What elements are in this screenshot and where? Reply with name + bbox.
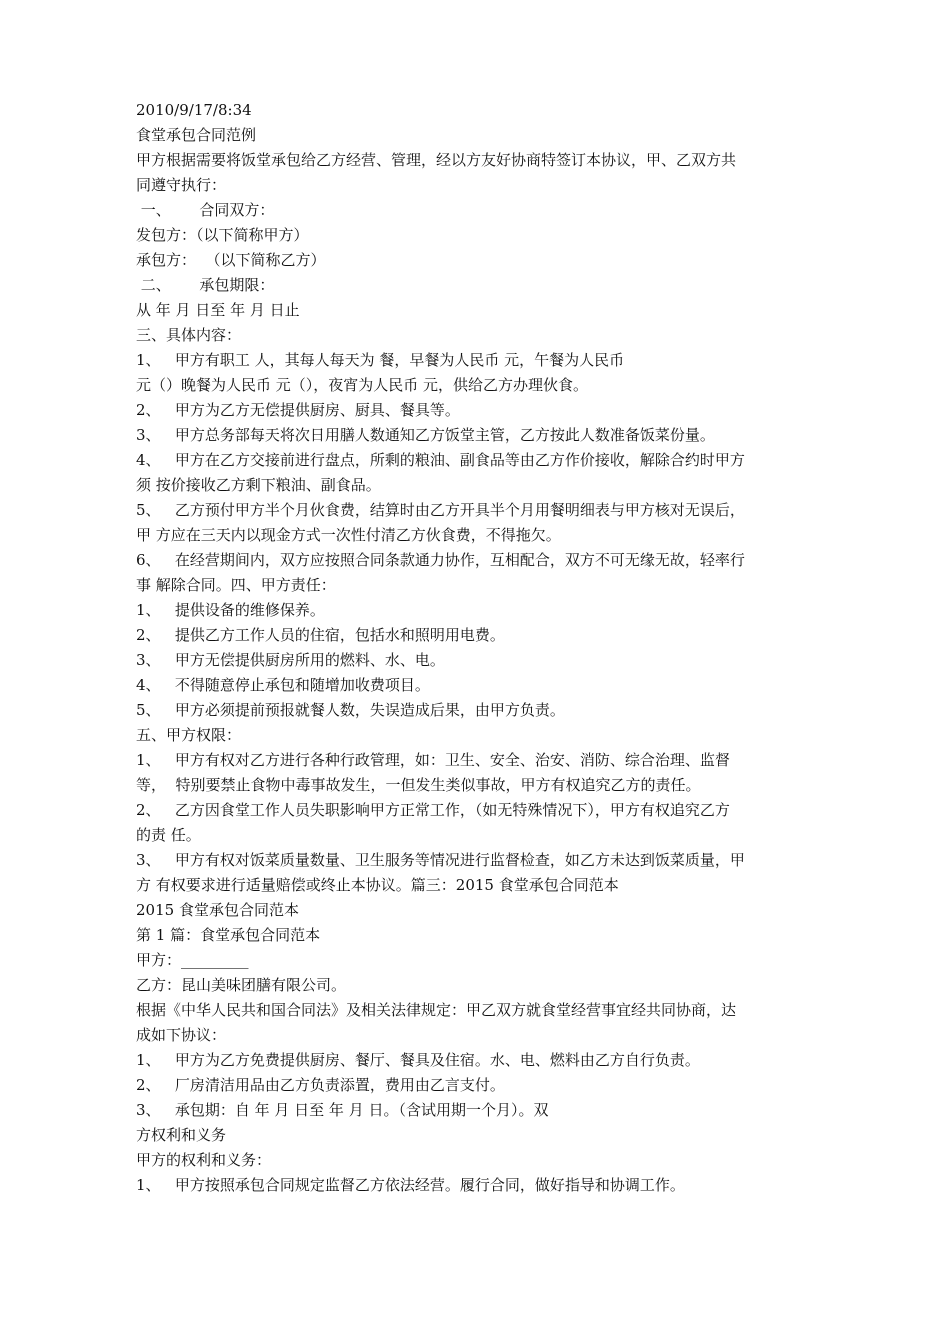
party-line: 乙方：昆山美味团膳有限公司。	[136, 976, 347, 994]
section-heading: 一、 合同双方：	[136, 201, 275, 219]
section-heading: 2015 食堂承包合同范本	[136, 901, 299, 919]
text-line: 成如下协议：	[136, 1026, 227, 1044]
text-line: 甲 方应在三天内以现金方式一次性付清乙方伙食费，不得拖欠。	[136, 526, 561, 544]
list-item: 1、 甲方按照承包合同规定监督乙方依法经营。履行合同，做好指导和协调工作。	[136, 1176, 685, 1194]
section-heading: 第 1 篇：食堂承包合同范本	[136, 926, 321, 944]
list-item: 4、 不得随意停止承包和随增加收费项目。	[136, 676, 430, 694]
list-item: 3、 甲方无偿提供厨房所用的燃料、水、电。	[136, 651, 445, 669]
text-line: 发包方：（以下简称甲方）	[136, 226, 309, 244]
text-line: 承包方： （以下简称乙方）	[136, 251, 326, 269]
text-line: 根据《中华人民共和国合同法》及相关法律规定：甲乙双方就食堂经营事宜经共同协商，达	[136, 1001, 737, 1019]
list-item: 4、 甲方在乙方交接前进行盘点，所剩的粮油、副食品等由乙方作价接收，解除合约时甲方	[136, 451, 745, 469]
list-item: 2、 提供乙方工作人员的住宿，包括水和照明用电费。	[136, 626, 505, 644]
text-line: 须 按价接收乙方剩下粮油、副食品。	[136, 476, 381, 494]
list-item: 3、 甲方总务部每天将次日用膳人数通知乙方饭堂主管，乙方按此人数准备饭菜份量。	[136, 426, 715, 444]
section-heading: 三、具体内容：	[136, 326, 242, 344]
list-item: 6、 在经营期间内，双方应按照合同条款通力协作，互相配合，双方不可无缘无故，轻率行	[136, 551, 745, 569]
list-item: 2、 厂房清洁用品由乙方负责添置，费用由乙言支付。	[136, 1076, 505, 1094]
section-heading: 甲方的权利和义务：	[136, 1151, 272, 1169]
list-item: 2、 甲方为乙方无偿提供厨房、厨具、餐具等。	[136, 401, 460, 419]
list-item: 1、 甲方有职工 人，其每人每天为 餐，早餐为人民币 元，午餐为人民币	[136, 351, 625, 369]
text-line: 方 有权要求进行适量赔偿或终止本协议。篇三：2015 食堂承包合同范本	[136, 876, 619, 894]
text-line: 同遵守执行：	[136, 176, 227, 194]
text-line: 元（）晚餐为人民币 元（），夜宵为人民币 元，供给乙方办理伙食。	[136, 376, 589, 394]
document-title: 食堂承包合同范例	[136, 126, 257, 144]
party-line: 甲方：_________	[136, 951, 249, 969]
document-page	[136, 98, 826, 1198]
list-item: 3、 承包期：自 年 月 日至 年 月 日。（含试用期一个月）。双	[136, 1101, 549, 1119]
text-line: 甲方根据需要将饭堂承包给乙方经营、管理，经以方友好协商特签订本协议，甲、乙双方共	[136, 151, 737, 169]
timestamp: 2010/9/17/8:34	[136, 101, 252, 119]
list-item: 2、 乙方因食堂工作人员失职影响甲方正常工作，（如无特殊情况下），甲方有权追究乙方	[136, 801, 730, 819]
list-item: 1、 甲方有权对乙方进行各种行政管理，如：卫生、安全、治安、消防、综合治理、监督	[136, 751, 730, 769]
section-heading: 方权利和义务	[136, 1126, 227, 1144]
section-heading: 五、甲方权限：	[136, 726, 242, 744]
text-line: 的责 任。	[136, 826, 201, 844]
list-item: 1、 提供设备的维修保养。	[136, 601, 325, 619]
text-line: 等， 特别要禁止食物中毒事故发生，一但发生类似事故，甲方有权追究乙方的责任。	[136, 776, 701, 794]
list-item: 1、 甲方为乙方免费提供厨房、餐厅、餐具及住宿。水、电、燃料由乙方自行负责。	[136, 1051, 700, 1069]
section-heading: 二、 承包期限：	[136, 276, 275, 294]
list-item: 3、 甲方有权对饭菜质量数量、卫生服务等情况进行监督检查，如乙方未达到饭菜质量，甲	[136, 851, 745, 869]
text-line: 事 解除合同。四、甲方责任：	[136, 576, 336, 594]
text-line: 从 年 月 日至 年 月 日止	[136, 301, 300, 319]
list-item: 5、 甲方必须提前预报就餐人数，失误造成后果，由甲方负责。	[136, 701, 565, 719]
list-item: 5、 乙方预付甲方半个月伙食费，结算时由乙方开具半个月用餐明细表与甲方核对无误后，	[136, 501, 745, 519]
